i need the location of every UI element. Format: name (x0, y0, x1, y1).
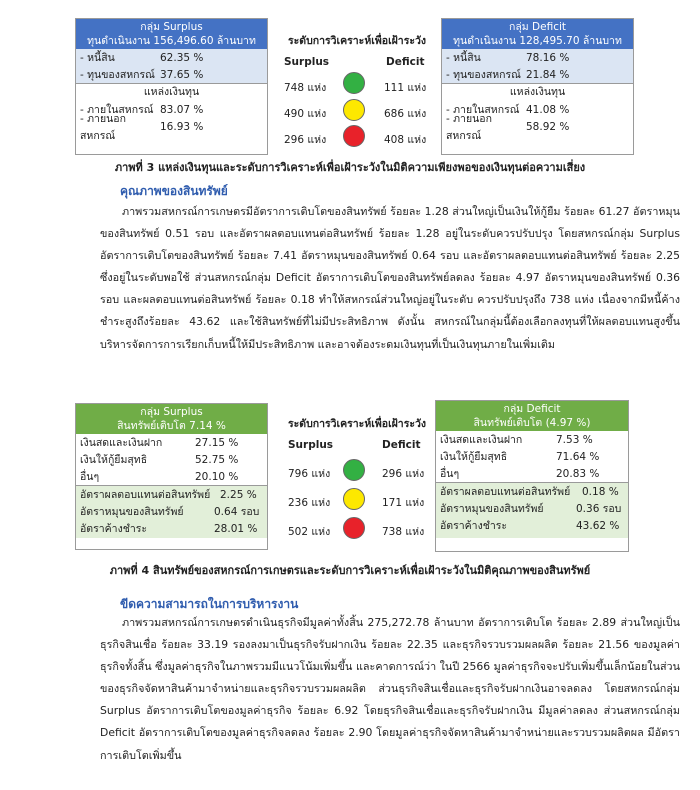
fig4-surplus-header (76, 404, 267, 434)
fig3-surplus-panel (75, 18, 268, 155)
fig3-deficit-row: - ทุนของสหกรณ์ 21.84 % (442, 66, 633, 83)
fig3-surplus-header (76, 19, 267, 49)
fig3-surplus-row: - ทุนของสหกรณ์ 37.65 % (76, 66, 267, 83)
fig3-surplus-green-count: 748 แห่ง (284, 82, 327, 94)
fig4-surplus-green-count: 796 แห่ง (288, 468, 331, 480)
fig3-caption: ภาพที่ 3 แหล่งเงินทุนและระดับการวิเคราะห์เพื่อเฝ้าระวังในมิติความเพียงพอของเงินทุนต่อความเสี่ยง (114, 161, 586, 174)
fig4-surplus-panel (75, 403, 268, 550)
fig4-deficit-row: เงินให้กู้ยืมสุทธิ 71.64 % (440, 450, 600, 463)
fig3-deficit-yellow-count: 686 แห่ง (384, 108, 427, 120)
fig3-surplus-source-title: แหล่งเงินทุน (143, 86, 200, 98)
fig4-deficit-subtitle: สินทรัพย์เติบโต (4.97 %) (473, 417, 591, 429)
fig4-deficit-yellow-count: 171 แห่ง (382, 497, 425, 509)
fig3-surplus-source-row: - ภายในสหกรณ์ 83.07 % (80, 103, 204, 116)
fig4-surplus-ratio-row: อัตราค้างชำระ 28.01 % (80, 522, 258, 535)
fig3-deficit-panel (441, 18, 634, 155)
fig3-deficit-subtitle: ทุนดำเนินงาน 128,495.70 ล้านบาท (453, 35, 622, 47)
fig3-deficit-green-count: 111 แห่ง (384, 82, 427, 94)
fig4-levels-title: ระดับการวิเคราะห์เพื่อเฝ้าระวัง (287, 418, 427, 430)
fig4-surplus-yellow-count: 236 แห่ง (288, 497, 331, 509)
fig4-col-deficit: Deficit (382, 439, 421, 451)
fig3-col-deficit: Deficit (386, 56, 425, 68)
fig3-deficit-source-row: - ภายในสหกรณ์ 41.08 % (446, 103, 570, 116)
fig3-surplus-source-row: - ภายนอกสหกรณ์ 16.93 % (80, 112, 204, 142)
fig3-surplus-yellow-count: 490 แห่ง (284, 108, 327, 120)
fig4-deficit-green-count: 296 แห่ง (382, 468, 425, 480)
fig4-surplus-row: อื่นๆ 20.10 % (80, 470, 239, 483)
red-level-icon (343, 517, 365, 539)
fig3-deficit-title: กลุ่ม Deficit (508, 21, 567, 33)
fig4-deficit-panel (435, 400, 629, 552)
fig3-levels-title: ระดับการวิเคราะห์เพื่อเฝ้าระวัง (287, 35, 427, 47)
fig4-col-surplus: Surplus (288, 439, 334, 451)
fig3-monitoring-levels (282, 32, 432, 154)
fig4-deficit-red-count: 738 แห่ง (382, 526, 425, 538)
fig3-deficit-source-row: - ภายนอกสหกรณ์ 58.92 % (446, 112, 570, 142)
fig3-surplus-subtitle: ทุนดำเนินงาน 156,496.60 ล้านบาท (87, 35, 256, 47)
section1-text: ภาพรวมสหกรณ์การเกษตรมีอัตราการเติบโตของสินทรัพย์ ร้อยละ 1.28 ส่วนใหญ่เป็นเงินให้กู้ยืม ร้อยละ 61.27 อัตราหมุนของสินทรัพย์ 0.51 รอบ และอัตราผลตอบแทนต่อสินทรัพย์ ร้อยละ 1.28 อยู่ในระดับควรปรับปรุง โดยสหกรณ์กลุ่ม Surplus อัตราการเติบโตของสินทรัพย์ ร้อยละ 7.41 อัตราหมุนของสินทรัพย์ 0.64 รอบ และอัตราผลตอบแทนต่อสินทรัพย์ ร้อยละ 2.25 ซึ่งอยู่ในระดับพอใช้ ส่วนสหกรณ์กลุ่ม Deficit อัตราการเติบโตของสินทรัพย์ลดลง ร้อยละ 4.97 อัตราหมุนของสินทรัพย์ 0.36 รอบ และผลตอบแทนต่อสินทรัพย์ ร้อยละ 0.18 ทำให้สหกรณ์ส่วนใหญ่อยู่ในระดับ ควรปรับปรุงถึง 738 แห่ง เนื่องจากมีหนี้ค้างชำระสูงถึงร้อยละ 43.62 และใช้สินทรัพย์ที่ไม่มีประสิทธิภาพ ดังนั้น สหกรณ์ในกลุ่มนี้ต้องเลือกลงทุนที่ให้ผลตอบแทนสูงขึ้น บริหารจัดการการเรียกเก็บหนี้ให้มีประสิทธิภาพ และอาจต้องระดมเงินทุนที่เป็นเงินทุนภายในเพิ่มเติม (100, 205, 680, 351)
fig3-deficit-header (442, 19, 633, 49)
fig4-deficit-title: กลุ่ม Deficit (503, 403, 561, 415)
section2-heading: ขีดความสามารถในการบริหารงาน (120, 597, 299, 611)
section1-heading: คุณภาพของสินทรัพย์ (120, 184, 228, 198)
fig4-monitoring-levels (282, 415, 432, 545)
section2-paragraph (100, 612, 680, 767)
fig3-surplus-title: กลุ่ม Surplus (140, 21, 203, 33)
fig3-deficit-row: - หนี้สิน 78.16 % (442, 49, 633, 66)
green-level-icon (343, 72, 365, 94)
red-level-icon (343, 125, 365, 147)
fig4-deficit-ratio-row: อัตราค้างชำระ 43.62 % (440, 519, 620, 532)
fig4-deficit-row: เงินสดและเงินฝาก 7.53 % (440, 433, 593, 446)
fig4-surplus-title: กลุ่ม Surplus (140, 406, 203, 418)
fig4-surplus-ratio-row: อัตราผลตอบแทนต่อสินทรัพย์ 2.25 % (80, 488, 257, 501)
fig4-surplus-ratio-row: อัตราหมุนของสินทรัพย์ 0.64 รอบ (80, 506, 260, 518)
fig4-surplus-red-count: 502 แห่ง (288, 526, 331, 538)
fig3-col-surplus: Surplus (284, 56, 330, 68)
fig3-surplus-red-count: 296 แห่ง (284, 134, 327, 146)
fig3-deficit-source-title: แหล่งเงินทุน (509, 86, 566, 98)
fig3-surplus-row: - หนี้สิน 62.35 % (76, 49, 267, 66)
fig4-deficit-ratio-row: อัตราผลตอบแทนต่อสินทรัพย์ 0.18 % (440, 485, 619, 498)
fig4-caption: ภาพที่ 4 สินทรัพย์ของสหกรณ์การเกษตรและระดับการวิเคราะห์เพื่อเฝ้าระวังในมิติคุณภาพของสินทรัพย์ (109, 564, 591, 577)
fig4-deficit-header (436, 401, 628, 431)
fig4-surplus-row: เงินให้กู้ยืมสุทธิ 52.75 % (80, 453, 239, 466)
yellow-level-icon (343, 99, 365, 121)
green-level-icon (343, 459, 365, 481)
fig4-surplus-row: เงินสดและเงินฝาก 27.15 % (80, 436, 239, 449)
fig3-deficit-red-count: 408 แห่ง (384, 134, 427, 146)
yellow-level-icon (343, 488, 365, 510)
section1-paragraph (100, 201, 680, 356)
fig4-deficit-row: อื่นๆ 20.83 % (440, 467, 600, 480)
fig4-deficit-ratio-row: อัตราหมุนของสินทรัพย์ 0.36 รอบ (440, 503, 622, 515)
fig4-surplus-subtitle: สินทรัพย์เติบโต 7.14 % (117, 420, 226, 432)
section2-text: ภาพรวมสหกรณ์การเกษตรดำเนินธุรกิจมีมูลค่าทั้งสิ้น 275,272.78 ล้านบาท อัตราการเติบโต ร้อยละ 2.89 ส่วนใหญ่เป็นธุรกิจสินเชื่อ ร้อยละ 33.19 รองลงมาเป็นธุรกิจรับฝากเงิน ร้อยละ 22.35 และธุรกิจรวบรวมผลผลิต ร้อยละ 21.56 ของมูลค่าธุรกิจทั้งสิ้น ซึ่งมูลค่าธุรกิจในภาพรวมมีแนวโน้มเพิ่มขึ้น และคาดการณ์ว่า ในปี 2566 มูลค่าธุรกิจจะปรับเพิ่มขึ้นเล็กน้อยในส่วนของธุรกิจจัดหาสินค้ามาจำหน่ายและธุรกิจรวบรวมผลผลิต ส่วนธุรกิจสินเชื่อและธุรกิจรับฝากเงินอาจลดลง โดยสหกรณ์กลุ่ม Surplus อัตราการเติบโตของมูลค่าธุรกิจ ร้อยละ 6.92 โดยธุรกิจสินเชื่อและธุรกิจรับฝากเงิน มีมูลค่าลดลง ส่วนสหกรณ์กลุ่ม Deficit อัตราการเติบโตของมูลค่าธุรกิจลดลง ร้อยละ 2.90 โดยมูลค่าธุรกิจจัดหาสินค้ามาจำหน่ายและรวบรวมผลิตผล มีอัตราการเติบโตเพิ่มขึ้น (100, 616, 680, 762)
